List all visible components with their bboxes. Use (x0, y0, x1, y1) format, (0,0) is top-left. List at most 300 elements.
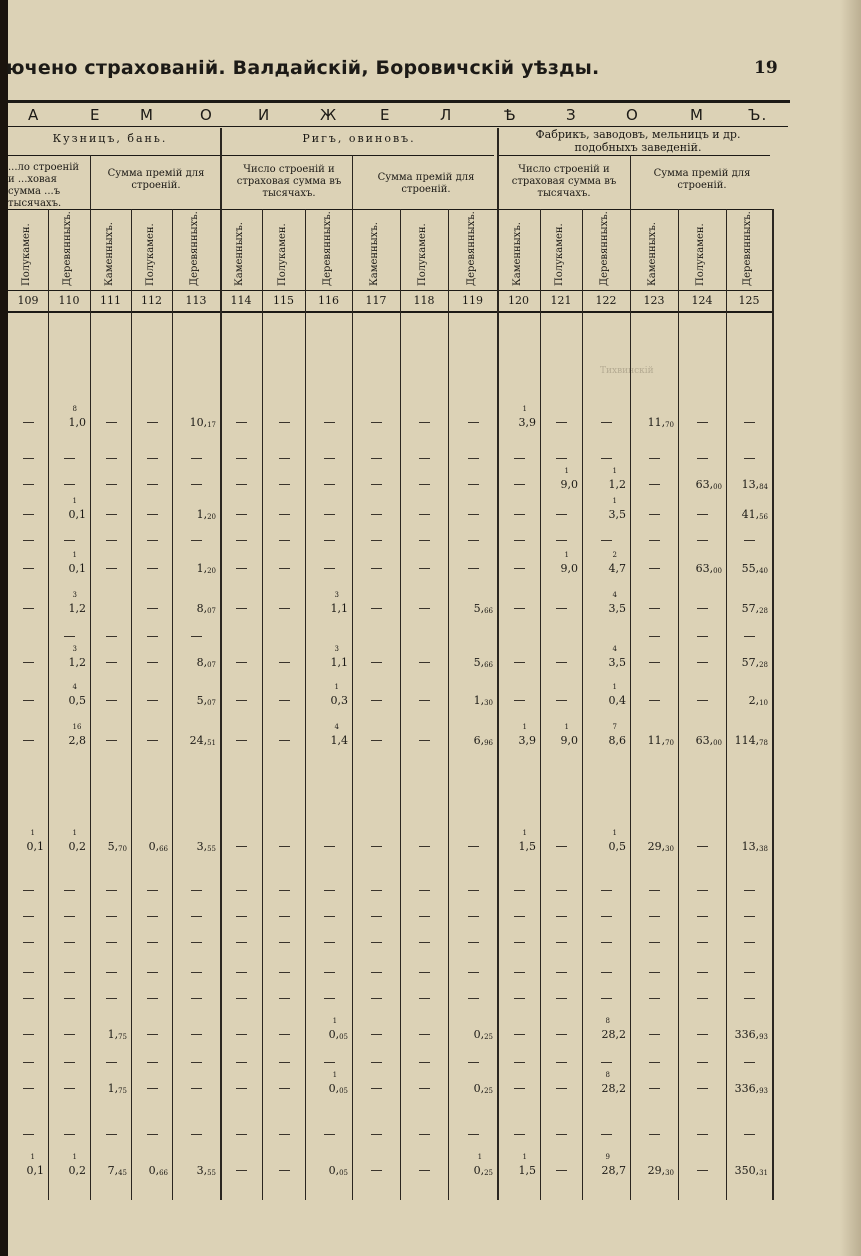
empty-cell-dash (371, 1170, 382, 1171)
building-count: 4 (72, 683, 77, 691)
empty-cell-dash (236, 540, 247, 541)
table-cell: 1 3,9 (518, 723, 536, 747)
empty-cell-dash (191, 972, 202, 973)
empty-cell-dash (324, 568, 335, 569)
empty-cell-dash (649, 458, 660, 459)
empty-cell-dash (697, 916, 708, 917)
empty-cell-dash (468, 890, 479, 891)
empty-cell-dash (236, 942, 247, 943)
empty-cell-dash (514, 700, 525, 701)
empty-cell-dash (556, 998, 567, 999)
table-cell: 5,66 (473, 656, 493, 669)
building-count: 1 (332, 1071, 338, 1079)
empty-cell-dash (419, 972, 430, 973)
empty-cell-dash (236, 846, 247, 847)
empty-cell-dash (147, 1062, 158, 1063)
empty-cell-dash (191, 1034, 202, 1035)
empty-cell-dash (697, 1034, 708, 1035)
empty-cell-dash (64, 1062, 75, 1063)
empty-cell-dash (556, 1170, 567, 1171)
empty-cell-dash (64, 1034, 75, 1035)
empty-cell-dash (147, 998, 158, 999)
empty-cell-dash (556, 1034, 567, 1035)
empty-cell-dash (23, 484, 34, 485)
empty-cell-dash (324, 1062, 335, 1063)
empty-cell-dash (23, 1134, 34, 1135)
empty-cell-dash (697, 514, 708, 515)
table-cell: 8 28,2 (601, 1017, 626, 1041)
table-cell: 1 0,25 (473, 1153, 493, 1177)
empty-cell-dash (106, 484, 117, 485)
empty-cell-dash (279, 514, 290, 515)
empty-cell-dash (106, 458, 117, 459)
empty-cell-dash (514, 484, 525, 485)
empty-cell-dash (23, 458, 34, 459)
empty-cell-dash (236, 740, 247, 741)
empty-cell-dash (191, 998, 202, 999)
header-rule (8, 155, 220, 156)
empty-cell-dash (236, 890, 247, 891)
table-cell: 8,07 (196, 656, 216, 669)
empty-cell-dash (324, 422, 335, 423)
empty-cell-dash (697, 972, 708, 973)
empty-cell-dash (371, 700, 382, 701)
empty-cell-dash (697, 662, 708, 663)
table-cell: 1 0,1 (68, 551, 86, 575)
empty-cell-dash (697, 700, 708, 701)
banner-letter: Е (90, 106, 101, 124)
column-rule (540, 209, 541, 1200)
empty-cell-dash (649, 514, 660, 515)
empty-cell-dash (371, 514, 382, 515)
empty-cell-dash (324, 484, 335, 485)
table-cell: 5,07 (196, 694, 216, 707)
empty-cell-dash (468, 998, 479, 999)
empty-cell-dash (514, 662, 525, 663)
empty-cell-dash (371, 484, 382, 485)
table-cell: 1 0,5 (608, 829, 626, 853)
empty-cell-dash (601, 422, 612, 423)
table-cell: 4 0,5 (68, 683, 86, 707)
empty-cell-dash (601, 916, 612, 917)
empty-cell-dash (514, 916, 525, 917)
empty-cell-dash (419, 916, 430, 917)
empty-cell-dash (147, 890, 158, 891)
table-cell: 0,25 (473, 1082, 493, 1095)
empty-cell-dash (601, 998, 612, 999)
subhead-count-partial: ...ло строеній и ...ховая сумма ...ъ тысячахъ. (8, 162, 80, 209)
column-number: 110 (58, 294, 80, 307)
table-cell: 0,66 (148, 1164, 168, 1177)
empty-cell-dash (279, 608, 290, 609)
table-cell: 0,66 (148, 840, 168, 853)
column-number: 113 (185, 294, 207, 307)
table-cell: 1 1,5 (518, 829, 536, 853)
table-cell: 7 8,6 (608, 723, 626, 747)
table-cell: 11,70 (647, 734, 674, 747)
building-count: 1 (477, 1153, 483, 1161)
empty-cell-dash (23, 700, 34, 701)
column-rule (220, 128, 222, 1200)
empty-cell-dash (419, 1034, 430, 1035)
empty-cell-dash (556, 422, 567, 423)
empty-cell-dash (106, 662, 117, 663)
empty-cell-dash (649, 540, 660, 541)
empty-cell-dash (23, 1062, 34, 1063)
empty-cell-dash (514, 540, 525, 541)
column-header-label: Полукамен. (695, 223, 706, 286)
empty-cell-dash (279, 422, 290, 423)
empty-cell-dash (419, 514, 430, 515)
column-rule (131, 209, 132, 1200)
empty-cell-dash (419, 700, 430, 701)
empty-cell-dash (697, 540, 708, 541)
table-cell: 3 1,2 (68, 645, 86, 669)
table-cell: 4 3,5 (608, 591, 626, 615)
table-cell: 1,20 (196, 562, 216, 575)
empty-cell-dash (191, 484, 202, 485)
building-count: 3 (72, 591, 77, 599)
column-number: 121 (550, 294, 572, 307)
building-count: 1 (612, 683, 617, 691)
building-count: 1 (72, 829, 77, 837)
banner-rule (8, 126, 788, 127)
empty-cell-dash (23, 1034, 34, 1035)
empty-cell-dash (419, 568, 430, 569)
subgroup-rule (630, 155, 631, 210)
empty-cell-dash (191, 1062, 202, 1063)
subhead-count-3: Число строеній и страховая сумма въ тысячахъ. (511, 164, 617, 199)
empty-cell-dash (324, 846, 335, 847)
column-rule (772, 209, 774, 1200)
empty-cell-dash (371, 568, 382, 569)
table-cell: 63,00 (695, 478, 722, 491)
column-header-label: Каменныхъ. (369, 222, 380, 286)
empty-cell-dash (468, 1062, 479, 1063)
column-rule (448, 209, 449, 1200)
column-header-label: Деревянныхъ. (465, 211, 477, 286)
empty-cell-dash (64, 636, 75, 637)
column-header-label: Деревянныхъ. (742, 211, 753, 286)
empty-cell-dash (601, 972, 612, 973)
table-cell: 16 2,8 (68, 723, 86, 747)
empty-cell-dash (106, 998, 117, 999)
empty-cell-dash (419, 1134, 430, 1135)
empty-cell-dash (236, 1034, 247, 1035)
empty-cell-dash (279, 1062, 290, 1063)
banner-letter: И (258, 106, 271, 124)
empty-cell-dash (649, 636, 660, 637)
empty-cell-dash (649, 1034, 660, 1035)
column-rule (630, 209, 631, 1200)
empty-cell-dash (23, 514, 34, 515)
empty-cell-dash (601, 1134, 612, 1135)
header-bottom-rule (8, 311, 772, 313)
empty-cell-dash (556, 1134, 567, 1135)
empty-cell-dash (371, 846, 382, 847)
empty-cell-dash (147, 514, 158, 515)
table-cell: 11,70 (647, 416, 674, 429)
building-count: 1 (334, 683, 339, 691)
empty-cell-dash (371, 662, 382, 663)
table-cell: 114,78 (734, 734, 768, 747)
table-cell: 5,70 (107, 840, 127, 853)
empty-cell-dash (514, 1034, 525, 1035)
empty-cell-dash (697, 1170, 708, 1171)
table-cell: 3 1,1 (330, 645, 348, 669)
banner-letter: М (690, 106, 704, 124)
empty-cell-dash (147, 942, 158, 943)
empty-cell-dash (601, 890, 612, 891)
column-header-label: Деревянныхъ. (189, 211, 200, 286)
column-number: 115 (273, 294, 294, 307)
column-header-label: Полукамен. (417, 223, 428, 286)
table-cell: 55,40 (741, 562, 768, 575)
table-cell: 1 1,5 (518, 1153, 536, 1177)
empty-cell-dash (279, 942, 290, 943)
empty-cell-dash (419, 942, 430, 943)
building-count: 1 (522, 723, 527, 731)
subhead-premium-2: Сумма премій для строеній. (377, 172, 475, 195)
empty-cell-dash (697, 1088, 708, 1089)
empty-cell-dash (371, 540, 382, 541)
empty-cell-dash (556, 458, 567, 459)
empty-cell-dash (649, 998, 660, 999)
table-cell: 1 0,1 (26, 829, 44, 853)
group-header-kuznits: Кузницъ, бань. (52, 132, 168, 145)
empty-cell-dash (279, 998, 290, 999)
empty-cell-dash (556, 942, 567, 943)
banner-letter: Л (440, 106, 453, 124)
header-rule (8, 209, 772, 210)
group-header-fabrik: Фабрикъ, заводовъ, мельницъ и др. подобныхъ заведеній. (535, 128, 741, 154)
column-rule (582, 209, 583, 1200)
empty-cell-dash (236, 514, 247, 515)
empty-cell-dash (697, 458, 708, 459)
empty-cell-dash (697, 422, 708, 423)
empty-cell-dash (514, 514, 525, 515)
building-count: 1 (332, 1017, 338, 1025)
empty-cell-dash (468, 942, 479, 943)
empty-cell-dash (419, 662, 430, 663)
subgroup-rule (90, 155, 91, 210)
empty-cell-dash (147, 636, 158, 637)
empty-cell-dash (23, 662, 34, 663)
building-count: 16 (72, 723, 82, 731)
building-count: 1 (30, 829, 35, 837)
building-count: 1 (612, 467, 617, 475)
subhead-count-2: Число строеній и страховая сумма въ тысячахъ. (236, 164, 342, 199)
empty-cell-dash (324, 998, 335, 999)
table-cell: 1,75 (107, 1028, 127, 1041)
column-rule (352, 209, 353, 1200)
table-cell: 2,10 (748, 694, 768, 707)
empty-cell-dash (236, 1170, 247, 1171)
empty-cell-dash (371, 916, 382, 917)
empty-cell-dash (468, 568, 479, 569)
empty-cell-dash (236, 972, 247, 973)
empty-cell-dash (279, 662, 290, 663)
empty-cell-dash (468, 1134, 479, 1135)
building-count: 8 (605, 1017, 610, 1025)
empty-cell-dash (64, 484, 75, 485)
empty-cell-dash (106, 636, 117, 637)
empty-cell-dash (279, 1134, 290, 1135)
empty-cell-dash (147, 608, 158, 609)
empty-cell-dash (147, 916, 158, 917)
building-count: 2 (612, 551, 617, 559)
table-cell: 1 0,2 (68, 1153, 86, 1177)
empty-cell-dash (106, 916, 117, 917)
empty-cell-dash (106, 700, 117, 701)
building-count: 1 (564, 551, 569, 559)
empty-cell-dash (649, 916, 660, 917)
banner-letter: О (626, 106, 639, 124)
empty-cell-dash (371, 998, 382, 999)
empty-cell-dash (106, 568, 117, 569)
empty-cell-dash (23, 972, 34, 973)
building-count: 3 (334, 591, 339, 599)
table-cell: 1,30 (473, 694, 493, 707)
empty-cell-dash (371, 608, 382, 609)
empty-cell-dash (556, 916, 567, 917)
group-header-rig: Ригъ, овиновъ. (302, 132, 416, 145)
empty-cell-dash (279, 1034, 290, 1035)
table-cell: 1 9,0 (560, 551, 578, 575)
empty-cell-dash (744, 1062, 755, 1063)
building-count: 1 (522, 1153, 527, 1161)
empty-cell-dash (279, 458, 290, 459)
empty-cell-dash (23, 916, 34, 917)
empty-cell-dash (324, 916, 335, 917)
empty-cell-dash (147, 568, 158, 569)
empty-cell-dash (697, 998, 708, 999)
empty-cell-dash (279, 740, 290, 741)
column-rule (400, 209, 401, 1200)
empty-cell-dash (649, 700, 660, 701)
column-header-label: Каменныхъ. (511, 222, 523, 286)
empty-cell-dash (23, 942, 34, 943)
empty-cell-dash (601, 942, 612, 943)
empty-cell-dash (106, 1062, 117, 1063)
empty-cell-dash (147, 700, 158, 701)
empty-cell-dash (649, 1088, 660, 1089)
empty-cell-dash (191, 636, 202, 637)
building-count: 1 (522, 829, 527, 837)
header-rule (498, 155, 770, 156)
empty-cell-dash (106, 942, 117, 943)
table-cell: 3,55 (196, 1164, 216, 1177)
table-cell: 8,07 (196, 602, 216, 615)
empty-cell-dash (236, 916, 247, 917)
empty-cell-dash (514, 1088, 525, 1089)
empty-cell-dash (419, 890, 430, 891)
banner-letter: М (140, 106, 154, 124)
empty-cell-dash (556, 846, 567, 847)
empty-cell-dash (106, 540, 117, 541)
building-count: 9 (605, 1153, 610, 1161)
empty-cell-dash (324, 540, 335, 541)
banner-letter: Ъ. (748, 106, 768, 124)
empty-cell-dash (236, 484, 247, 485)
column-number: 111 (100, 294, 121, 307)
empty-cell-dash (514, 972, 525, 973)
bleed-through-label: Тихвинскій (600, 366, 654, 376)
table-cell: 6,96 (473, 734, 493, 747)
building-count: 1 (30, 1153, 35, 1161)
empty-cell-dash (147, 1088, 158, 1089)
table-cell: 1,75 (107, 1082, 127, 1095)
column-rule (678, 209, 679, 1200)
empty-cell-dash (23, 422, 34, 423)
empty-cell-dash (324, 942, 335, 943)
empty-cell-dash (697, 608, 708, 609)
empty-cell-dash (106, 514, 117, 515)
table-cell: 1 9,0 (560, 467, 578, 491)
empty-cell-dash (279, 540, 290, 541)
column-number: 124 (691, 294, 713, 307)
empty-cell-dash (514, 608, 525, 609)
column-header-label: Полукамен. (144, 223, 156, 286)
table-cell: 29,30 (647, 1164, 674, 1177)
empty-cell-dash (23, 540, 34, 541)
banner-letter: А (28, 106, 40, 124)
empty-cell-dash (147, 484, 158, 485)
table-cell: 1 1,2 (608, 467, 626, 491)
table-cell: 336,93 (734, 1028, 768, 1041)
empty-cell-dash (371, 972, 382, 973)
column-rule (305, 209, 306, 1200)
empty-cell-dash (371, 458, 382, 459)
empty-cell-dash (371, 740, 382, 741)
table-cell: 41,56 (741, 508, 768, 521)
empty-cell-dash (468, 514, 479, 515)
column-rule (48, 209, 49, 1200)
empty-cell-dash (324, 1134, 335, 1135)
empty-cell-dash (236, 458, 247, 459)
empty-cell-dash (23, 608, 34, 609)
column-number: 125 (738, 294, 760, 307)
column-header-label: Каменныхъ. (234, 222, 245, 286)
empty-cell-dash (147, 1134, 158, 1135)
building-count: 1 (612, 497, 617, 505)
empty-cell-dash (279, 890, 290, 891)
table-cell: 7,45 (107, 1164, 127, 1177)
empty-cell-dash (147, 662, 158, 663)
empty-cell-dash (106, 972, 117, 973)
empty-cell-dash (191, 942, 202, 943)
empty-cell-dash (649, 568, 660, 569)
table-cell: 1,20 (196, 508, 216, 521)
section-banner (8, 104, 788, 126)
empty-cell-dash (279, 916, 290, 917)
empty-cell-dash (371, 890, 382, 891)
empty-cell-dash (279, 972, 290, 973)
empty-cell-dash (556, 540, 567, 541)
empty-cell-dash (236, 568, 247, 569)
table-cell: 1 0,2 (68, 829, 86, 853)
banner-letter: Ж (320, 106, 338, 124)
column-header-label: Деревянныхъ. (321, 211, 333, 286)
empty-cell-dash (371, 1062, 382, 1063)
building-count: 1 (72, 497, 77, 505)
empty-cell-dash (147, 458, 158, 459)
empty-cell-dash (279, 484, 290, 485)
empty-cell-dash (419, 484, 430, 485)
empty-cell-dash (744, 916, 755, 917)
empty-cell-dash (106, 1134, 117, 1135)
empty-cell-dash (601, 458, 612, 459)
